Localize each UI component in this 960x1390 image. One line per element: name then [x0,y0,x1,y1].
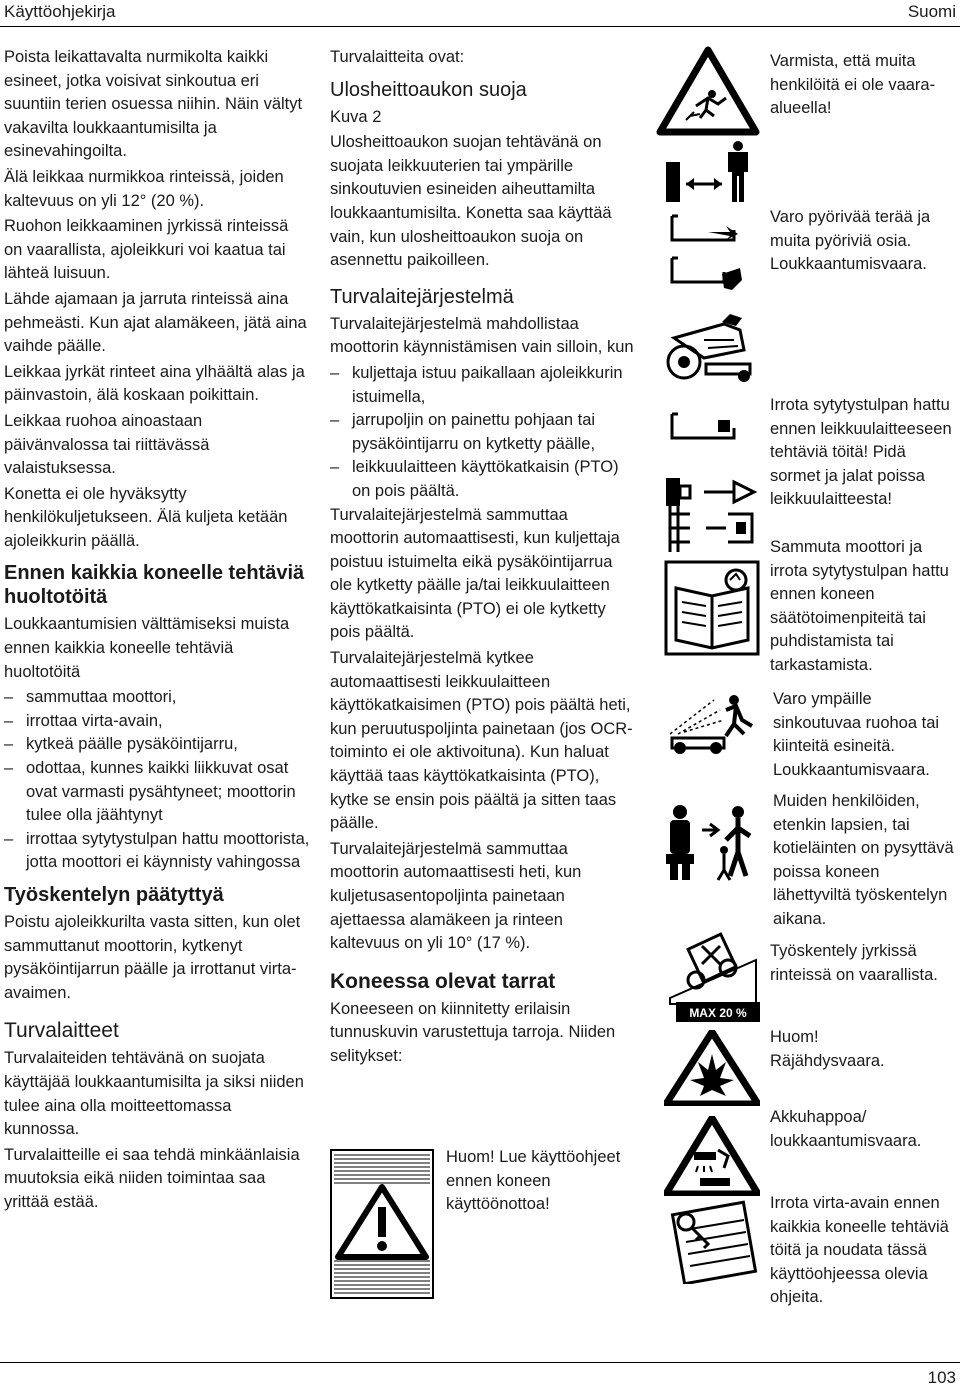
read-manual-warning-icon [330,1149,434,1299]
paragraph: Turvalaitejärjestelmä kytkee automaattisesti leikkuulaitteen käyttökatkaisimen (PTO) pois päältä heti, kun peruutuspoljinta painetaan (jos OCR-toiminto ei ole aktivoituna). Kun haluat käyttää taas käyttökatkaisinta (PTO), kytke se ensin pois päältä ja sitten taas päälle. [330,649,633,833]
rotating-blade-icon [668,212,748,248]
column-2 [330,46,636,1071]
list-item: – kytkeä päälle pysäköintijarru, [4,733,310,757]
decal-desc-5: Varo ympäille sinkoutuvaa ruohoa tai kiinteitä esineitä. Loukkaantumisvaara. [773,690,940,779]
figure-ref: Kuva 2 [330,107,382,126]
list-item: – leikkuulaitteen käyttökatkaisin (PTO) on pois päältä. [330,456,636,503]
page-header [0,0,960,26]
list-item: – kuljettaja istuu paikallaan ajoleikkurin istuimella, [330,362,636,409]
keep-distance-icon [664,140,760,204]
footer-rule [0,1362,960,1363]
paragraph: Ruohon leikkaaminen jyrkissä rinteissä on vaarallista, ajoleikkuri voi kaatua tai lähteä luisuun. [4,217,289,283]
language-label: Suomi [907,2,956,21]
keep-children-away-icon [660,800,760,884]
decal-desc-8: Huom! Räjähdysvaara. [770,1028,885,1070]
paragraph: Lähde ajamaan ja jarruta rinteissä aina pehmeästi. Kun ajat alamäkeen, jätä aina vaihde päälle. [4,289,307,356]
paragraph: Turvalaitejärjestelmä sammuttaa moottorin automaattisesti heti, kun kuljetusasentopoljinta painetaan ajettaessa alamäkeen ja rinteen kaltevuus on yli 10° (17 %). [330,839,582,953]
maintenance-list [4,686,310,875]
list-item: – jarrupoljin on painettu pohjaan tai pysäköintijarru on kytketty päälle, [330,409,636,456]
read-manual-icon [664,560,760,656]
paragraph: Leikkaa jyrkät rinteet aina ylhäältä alas ja päinvastoin, älä koskaan poikittain. [4,362,305,405]
list-item: – sammuttaa moottori, [4,686,310,710]
thrown-debris-icon [664,680,760,760]
decal-desc-9: Akkuhappoa/ loukkaantumisvaara. [770,1108,922,1150]
disconnect-spark-plug-icon [668,410,748,450]
safety-system-heading: Turvalaitejärjestelmä [330,285,514,308]
thrown-object-hazard-icon [656,46,760,136]
warning-text: Huom! Lue käyttöohjeet ennen koneen käyttöönottoa! [446,1148,621,1214]
page-number: 103 [927,1368,956,1387]
maintenance-heading: Ennen kaikkia koneelle tehtäviä huoltotöitä [4,562,305,609]
blade-hand-hazard-icon [668,254,748,294]
explosion-hazard-icon [664,1030,760,1106]
remove-key-icon [668,1200,758,1284]
chute-guard-heading: Ulosheittoaukon suoja [330,78,527,101]
paragraph: Turvalaitteita ovat: [330,48,465,66]
system-list [330,362,636,504]
manual-title: Käyttöohjekirja [4,2,116,21]
paragraph: Älä leikkaa nurmikkoa rinteissä, joiden kaltevuus on yli 12° (20 %). [4,167,284,210]
header-rule [0,26,960,27]
battery-acid-icon [664,1116,760,1196]
paragraph: Turvalaitejärjestelmä sammuttaa moottorin automaattisesti, kun kuljettaja poistuu istuimelta eikä pysäköintijarrua ole kytketty päälle ja/tai leikkuulaitteen käyttökatkaisinta (PTO) ei ole kytketty pois päältä. [330,505,620,642]
decals-heading: Koneessa olevat tarrat [330,969,556,993]
decal-desc-6: Muiden henkilöiden, etenkin lapsien, tai kotieläinten on pysyttävä poissa koneen lähettyviltä työskentelyn aikana. [773,792,954,928]
paragraph: Leikkaa ruohoa ainoastaan päivänvalossa tai riittävässä valaistuksessa. [4,411,210,478]
slope-warning-icon [666,920,760,1024]
paragraph: Turvalaitteille ei saa tehdä minkäänlaisia muutoksia eikä niiden toimintaa saa yrittää estää. [4,1145,300,1211]
paragraph: Poistu ajoleikkurilta vasta sitten, kun olet sammuttanut moottorin, kytkenyt pysäköintijarrun päälle ja irrottanut virta-avaimen. [4,913,301,1002]
decal-desc-7: Työskentely jyrkissä rinteissä on vaarallista. [770,942,938,984]
list-item: – odottaa, kunnes kaikki liikkuvat osat ovat varmasti pysähtyneet; moottorin tulee olla jäähtynyt [4,757,310,828]
column-1 [4,46,310,1217]
decal-desc-1: Varmista, että muita henkilöitä ei ole vaara-alueella! [770,52,936,118]
paragraph: Konetta ei ole hyväksytty henkilökuljetukseen. Älä kuljeta ketään ajoleikkurin päällä. [4,484,288,550]
paragraph: Koneeseen on kiinnitetty erilaisin tunnuskuvin varustettuja tarroja. Niiden selitykset: [330,999,616,1065]
slope-label: MAX 20 % [689,1006,747,1020]
decal-desc-4: Sammuta moottori ja irrota sytytystulpan hattu ennen koneen säätötoimenpiteitä tai puhdistamista tai tarkastamista. [770,538,949,674]
after-work-heading: Työskentelyn päätyttyä [4,884,224,906]
spark-plug-disconnect-icon [666,500,760,556]
paragraph: Turvalaiteiden tehtävänä on suojata käyttäjää loukkaantumisilta ja siksi niiden tulee aina olla moitteettomassa kunnossa. [4,1049,304,1139]
decal-desc-10: Irrota virta-avain ennen kaikkia koneelle tehtäviä töitä ja noudata tässä käyttöohjeessa olevia ohjeita. [770,1194,949,1307]
paragraph: Poista leikattavalta nurmikolta kaikki esineet, jotka voisivat sinkoutua eri suuntiin terien osuessa niihin. Näin vältyt vakavilta loukkaantumisilta ja esinevahingoilta. [4,48,303,161]
list-item: – irrottaa virta-avain, [4,710,310,734]
safety-devices-heading: Turvalaitteet [4,1019,119,1043]
paragraph: Ulosheittoaukon suojan tehtävänä on suojata leikkuuterien tai ympärille sinkoutuvien esineiden aiheuttamilta loukkaantumisilta. Konetta saa käyttää vain, kun ulosheittoaukon suoja on asennettu paikoilleen. [330,133,612,270]
decal-desc-2: Varo pyörivää terää ja muita pyöriviä osia. Loukkaantumisvaara. [770,208,931,274]
paragraph: Turvalaitejärjestelmä mahdollistaa moottorin käynnistämisen vain silloin, kun [330,314,634,357]
list-item: – irrottaa sytytystulpan hattu moottorista, jotta moottori ei käynnisty vahingossa [4,828,310,875]
spark-plug-mower-icon [664,310,760,390]
paragraph: Loukkaantumisien välttämiseksi muista ennen kaikkia koneelle tehtäviä huoltotöitä [4,615,290,681]
decal-desc-3: Irrota sytytystulpan hattu ennen leikkuulaitteeseen tehtäviä töitä! Pidä sormet ja jalat poissa leikkuulaitteesta! [770,396,952,509]
